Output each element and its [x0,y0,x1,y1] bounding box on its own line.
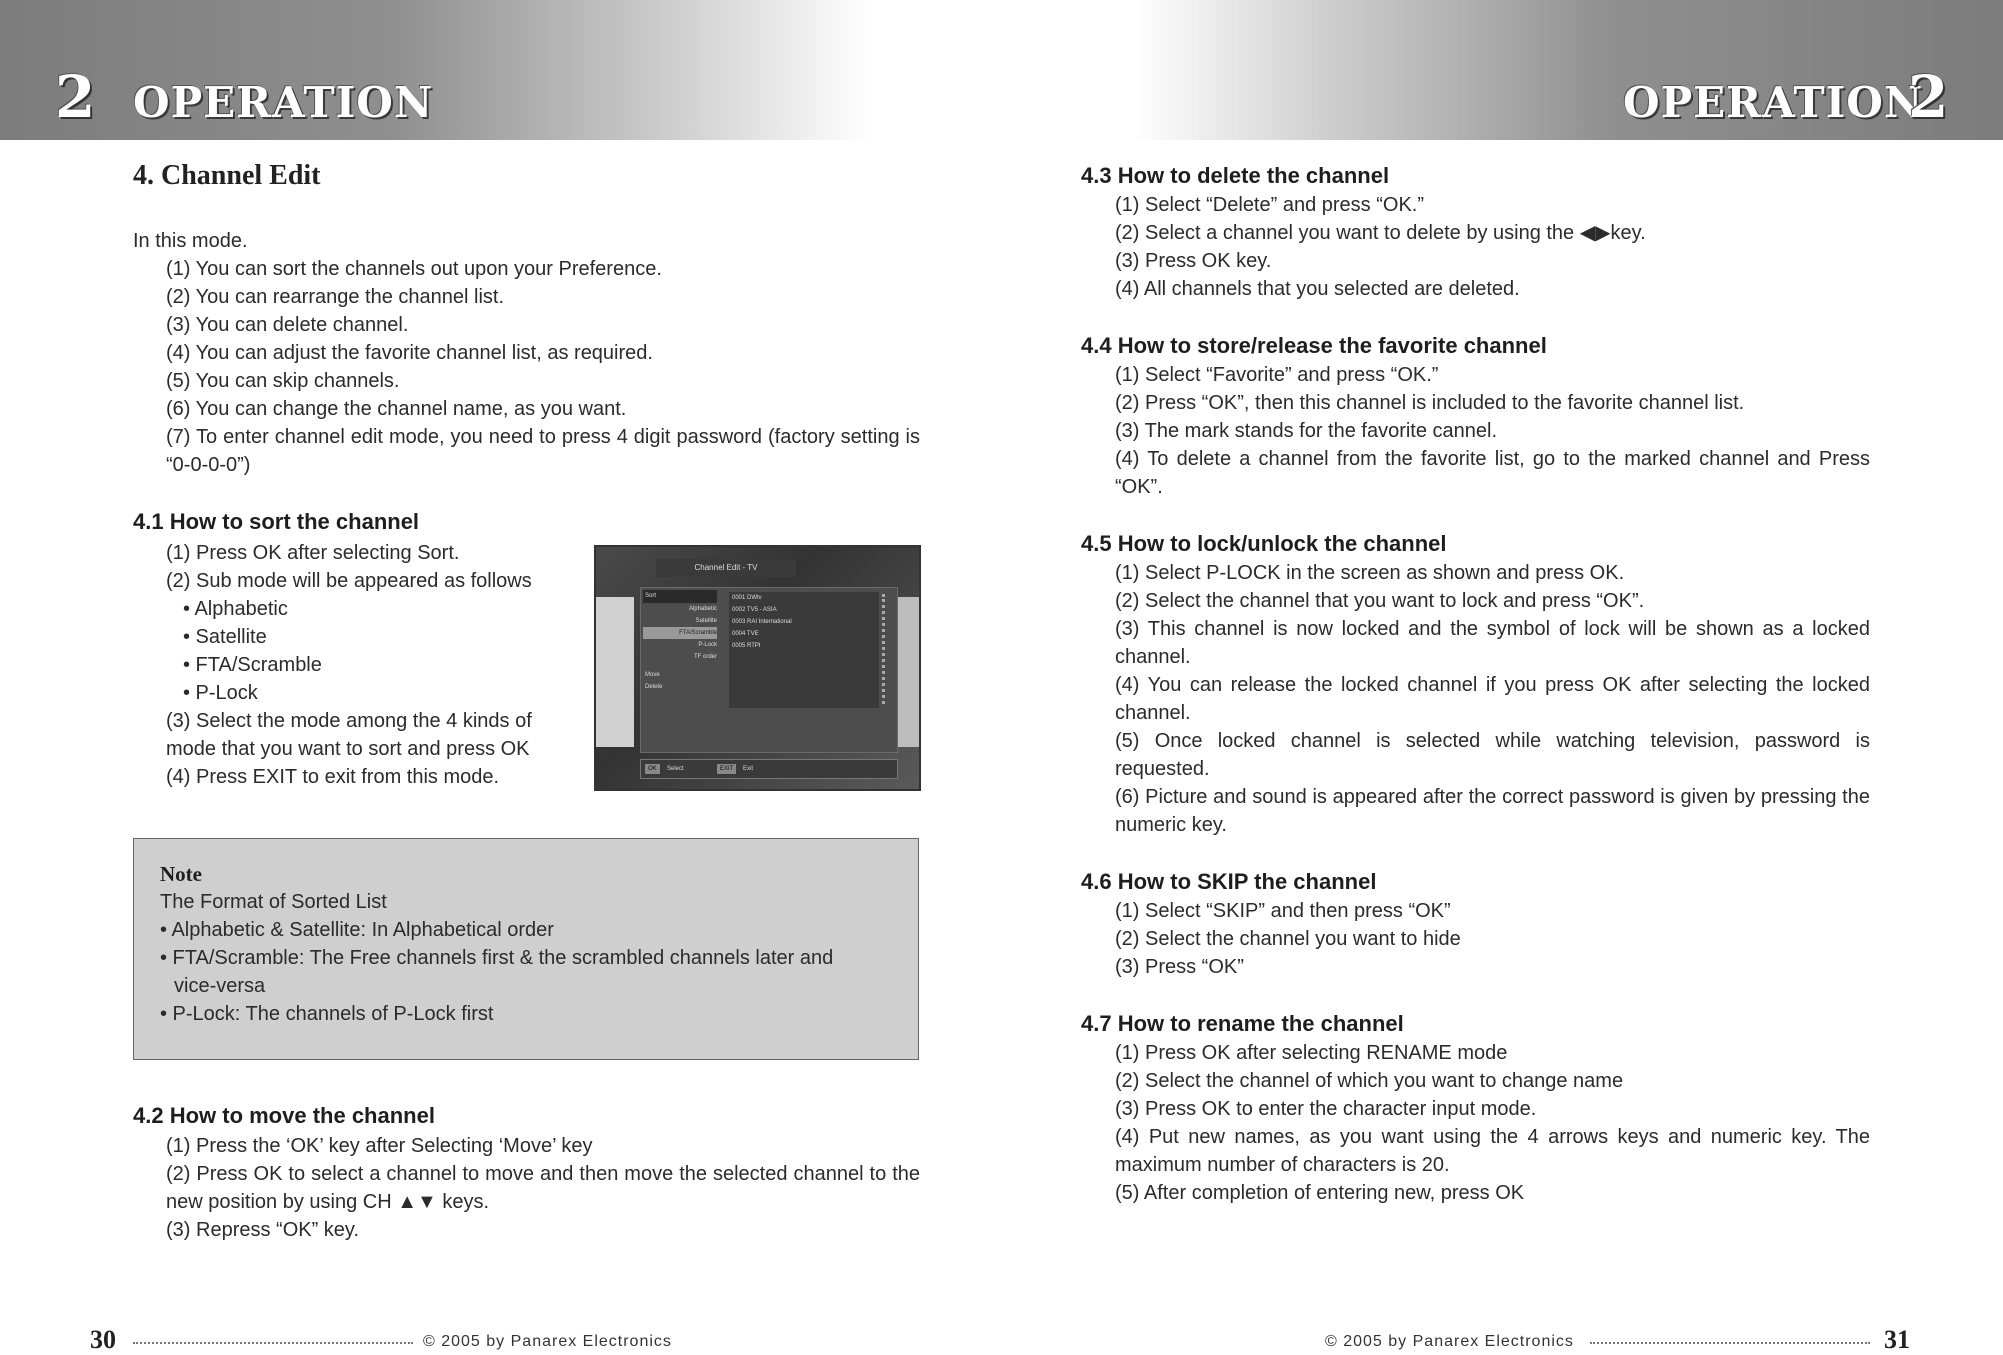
note-item: • Alphabetic & Satellite: In Alphabetical order [160,919,554,941]
note-item: • P-Lock: The channels of P-Lock first [160,1003,494,1025]
footer-dots-right [1590,1342,1870,1344]
s45-line: (6) Picture and sound is appeared after the correct password is given by pressing the numeric key. [1115,786,1870,836]
menu-item: Move [645,672,660,678]
note-subtitle: The Format of Sorted List [160,891,387,913]
copyright-right: © 2005 by Panarex Electronics [1325,1333,1574,1350]
screen-scrollbar [882,594,888,704]
s43-line: (4) All channels that you selected are deleted. [1115,278,1520,300]
menu-item: Satellite [695,618,717,624]
s41-line: (3) Select the mode among the 4 kinds of [166,710,532,732]
intro-item: (2) You can rearrange the channel list. [166,286,504,308]
screen-footer [640,759,898,779]
s41-line: (1) Press OK after selecting Sort. [166,542,460,564]
ok-key-label: OK [645,764,660,774]
s45-line: (1) Select P-LOCK in the screen as shown and press OK. [1115,562,1625,584]
s47-line: (3) Press OK to enter the character input mode. [1115,1098,1537,1120]
exit-key-label: EXIT [717,764,736,774]
menu-item: P-Lock [698,642,717,648]
heading-4-4: 4.4 How to store/release the favorite channel [1081,333,1547,358]
s44-line: (2) Press “OK”, then this channel is included to the favorite channel list. [1115,392,1745,414]
menu-item: Alphabetic [688,606,717,612]
s45-line: (5) Once locked channel is selected while watching television, password is requested. [1115,730,1870,780]
s44-line: (4) To delete a channel from the favorite list, go to the marked channel and Press “OK”. [1115,448,1870,498]
s41-line: • P-Lock [183,682,258,704]
left-chapter-number: 2 [55,63,96,131]
channel-row: 0003 RAI International [732,619,792,625]
left-header-title: OPERATION [133,78,434,127]
heading-4-3: 4.3 How to delete the channel [1081,163,1390,188]
s46-line: (3) Press “OK” [1115,956,1244,978]
s41-line: • Satellite [183,626,267,648]
s47-line: (1) Press OK after selecting RENAME mode [1115,1042,1508,1064]
s42-line: (1) Press the ‘OK’ key after Selecting ‘Move’ key [166,1135,593,1157]
s41-line: mode that you want to sort and press OK [166,738,530,760]
s42-line: (3) Repress “OK” key. [166,1219,359,1241]
s47-line: (4) Put new names, as you want using the 4 arrows keys and numeric key. The maximum number of characters is 20. [1115,1126,1870,1176]
s46-line: (2) Select the channel you want to hide [1115,928,1461,950]
note-item: vice-versa [174,975,266,997]
intro-item: (5) You can skip channels. [166,370,400,392]
s45-line: (4) You can release the locked channel if you press OK after selecting the locked channel. [1115,674,1870,724]
menu-item: Sort [643,590,717,603]
s43-line: (2) Select a channel you want to delete by using the ◀▶key. [1115,222,1646,244]
heading-4-6: 4.6 How to SKIP the channel [1081,869,1377,894]
s42-line: (2) Press OK to select a channel to move and then move the selected channel to the new position by using CH ▲▼ keys. [166,1163,920,1213]
heading-4-5: 4.5 How to lock/unlock the channel [1081,531,1447,556]
s41-line: • FTA/Scramble [183,654,322,676]
note-title: Note [160,862,202,886]
copyright-left: © 2005 by Panarex Electronics [423,1333,672,1350]
channel-row: 0001 DWtv [732,595,762,601]
menu-item: FTA/Scramble [643,627,717,639]
s44-line: (3) The mark stands for the favorite cannel. [1115,420,1498,442]
s47-line: (5) After completion of entering new, press OK [1115,1182,1525,1204]
heading-4-7: 4.7 How to rename the channel [1081,1011,1404,1036]
right-chapter-number: 2 [1908,63,1949,131]
intro-text: In this mode. [133,230,248,252]
page-number-right: 31 [1884,1325,1910,1354]
footer-dots-left [133,1342,413,1344]
menu-item: Delete [645,684,663,690]
intro-item: (1) You can sort the channels out upon your Preference. [166,258,662,280]
channel-edit-screenshot [594,545,921,791]
intro-item: (3) You can delete channel. [166,314,409,336]
menu-item: TF order [693,654,717,660]
note-item: • FTA/Scramble: The Free channels first & the scrambled channels later and [160,947,834,969]
s45-line: (2) Select the channel that you want to lock and press “OK”. [1115,590,1645,612]
channel-row: 0002 TV5 - ASIA [732,607,777,613]
s47-line: (2) Select the channel of which you want to change name [1115,1070,1624,1092]
section-title: 4. Channel Edit [133,160,321,191]
s43-line: (1) Select “Delete” and press “OK.” [1115,194,1424,216]
channel-row: 0005 RTPI [732,643,761,649]
s43-line: (3) Press OK key. [1115,250,1272,272]
intro-item: (7) To enter channel edit mode, you need to press 4 digit password (factory setting is “0-0-0-0”) [166,426,920,476]
s41-line: (4) Press EXIT to exit from this mode. [166,766,500,788]
screen-channel-list [729,592,879,708]
heading-4-2: 4.2 How to move the channel [133,1103,435,1128]
s41-line: • Alphabetic [183,598,288,620]
intro-item: (6) You can change the channel name, as you want. [166,398,627,420]
channel-row: 0004 TVE [732,631,759,637]
exit-label: Exit [743,766,754,772]
left-header-banner [0,0,870,140]
heading-4-1: 4.1 How to sort the channel [133,509,420,534]
screen-title: Channel Edit - TV [656,559,796,577]
s46-line: (1) Select “SKIP” and then press “OK” [1115,900,1451,922]
right-header-title: OPERATION [1623,78,1924,127]
intro-item: (4) You can adjust the favorite channel list, as required. [166,342,653,364]
s41-line: (2) Sub mode will be appeared as follows [166,570,532,592]
s45-line: (3) This channel is now locked and the symbol of lock will be shown as a locked channel. [1115,618,1870,668]
s44-line: (1) Select “Favorite” and press “OK.” [1115,364,1439,386]
screen-menu [643,588,717,693]
page-number-left: 30 [90,1325,116,1354]
select-label: Select [667,766,684,772]
